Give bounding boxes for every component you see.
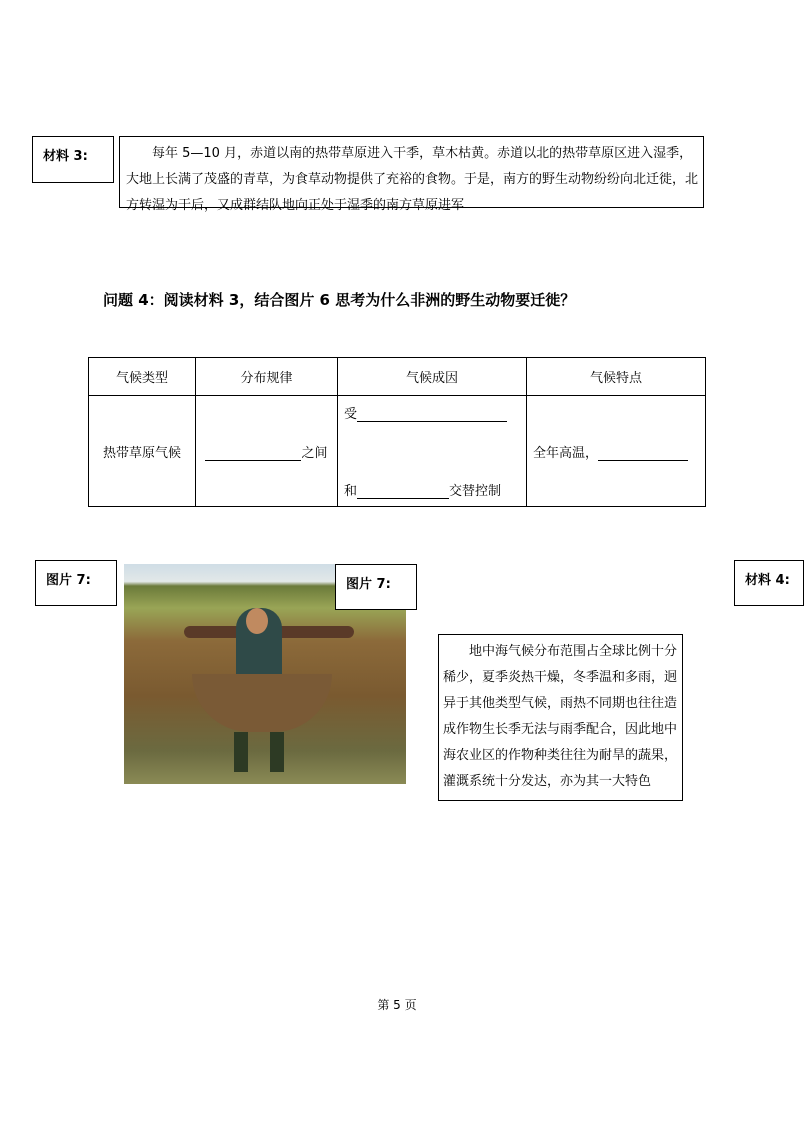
blank-features[interactable] — [598, 446, 688, 461]
cause-prefix-2: 和 — [344, 484, 358, 499]
climate-table — [88, 357, 706, 507]
header-features: 气候特点 — [527, 358, 706, 396]
figure7-label-box-a — [35, 560, 117, 606]
material3-label: 材料 3: — [43, 149, 88, 164]
cell-type: 热带草原气候 — [89, 396, 196, 507]
material4-label-box — [734, 560, 804, 606]
feature-prefix: 全年高温， — [533, 445, 599, 461]
mediterranean-text: 地中海气候分布范围占全球比例十分稀少，夏季炎热干燥，冬季温和多雨，迥异于其他类型气候，雨热不同期也往往造成作物生长季无法与雨季配合，因此地中海农业区的作物种类往往为耐旱的蔬果，灌溉系统十分发达，亦为其一大特色 — [443, 644, 678, 789]
header-climate-type: 气候类型 — [89, 358, 196, 396]
header-cause: 气候成因 — [338, 358, 527, 396]
cause-prefix-1: 受 — [344, 407, 358, 422]
figure7-label-a: 图片 7: — [46, 573, 91, 588]
material3-label-box — [32, 136, 114, 183]
blank-cause-1[interactable] — [357, 407, 507, 422]
cell-distribution — [196, 396, 338, 507]
figure7-label-b: 图片 7: — [346, 577, 391, 592]
header-distribution: 分布规律 — [196, 358, 338, 396]
material4-label: 材料 4: — [745, 573, 790, 588]
blank-cause-2[interactable] — [357, 484, 449, 499]
question-4: 问题 4：阅读材料 3，结合图片 6 思考为什么非洲的野生动物要迁徙？ — [103, 291, 576, 309]
cell-cause — [338, 396, 527, 507]
material3-box — [119, 136, 704, 213]
distribution-suffix: 之间 — [301, 445, 328, 461]
material3-text: 每年 5—10 月，赤道以南的热带草原进入干季，草木枯黄。赤道以北的热带草原区进入湿季，大地上长满了茂盛的青草，为食草动物提供了充裕的食物。于是，南方的野生动物纷纷向北迁徙，北方转湿为干后，又成群结队地向正处于湿季的南方草原进军 — [126, 146, 699, 213]
blank-distribution[interactable] — [205, 446, 301, 461]
figure7-label-box-b — [335, 564, 417, 610]
mediterranean-text-box — [438, 634, 683, 801]
cell-features — [527, 396, 706, 507]
page-number: 第 5 页 — [377, 998, 417, 1012]
cause-suffix-2: 交替控制 — [449, 484, 502, 499]
